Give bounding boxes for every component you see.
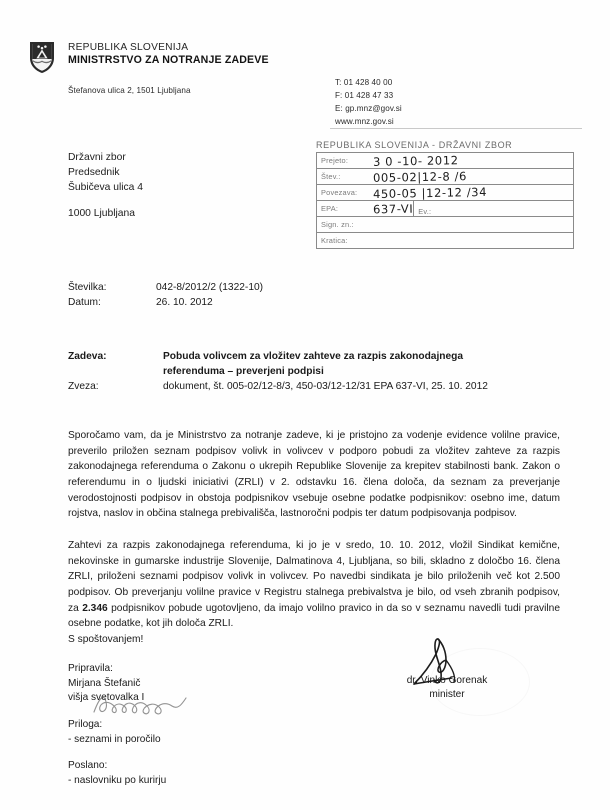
recipient-street: Šubičeva ulica 4 bbox=[68, 182, 143, 194]
stamp-label-signzn: Sign. zn.: bbox=[321, 220, 354, 229]
stamp-label-povezava: Povezava: bbox=[321, 188, 358, 197]
ministry-street-address: Štefanova ulica 2, 1501 Ljubljana bbox=[68, 86, 191, 95]
sent-item: - naslovniku po kurirju bbox=[68, 775, 167, 787]
stamp-row-signzn bbox=[317, 217, 573, 233]
preparer-handwritten-signature bbox=[92, 690, 188, 718]
ministry-contact-block bbox=[335, 76, 402, 128]
email-line: E: gp.mnz@gov.si bbox=[335, 104, 402, 114]
preparer-title: višja svetovalka I bbox=[68, 692, 145, 704]
preparer-label: Pripravila: bbox=[68, 663, 113, 674]
body-paragraph-2 bbox=[68, 538, 560, 632]
recipient-city: 1000 Ljubljana bbox=[68, 208, 135, 220]
stamp-row-kratica bbox=[317, 233, 573, 249]
stamp-row-povezava bbox=[317, 185, 573, 201]
subject-label-spacer bbox=[68, 365, 163, 380]
slovenia-coat-of-arms-icon bbox=[28, 40, 56, 74]
stamp-title: REPUBLIKA SLOVENIJA - DRŽAVNI ZBOR bbox=[316, 140, 513, 150]
verified-signature-count: 2.346 bbox=[82, 602, 108, 614]
stamp-label-kratica: Kratica: bbox=[321, 236, 348, 245]
footer-attachments-block bbox=[68, 718, 166, 789]
stamp-row-prejeto bbox=[317, 153, 573, 169]
stamp-cell-divider bbox=[413, 201, 502, 216]
stamp-row-epa bbox=[317, 201, 573, 217]
closing-salutation: S spoštovanjem! bbox=[68, 634, 144, 645]
subject-block bbox=[68, 350, 568, 395]
reference-date-label: Datum: bbox=[68, 297, 101, 309]
reference-date-value: 26. 10. 2012 bbox=[156, 297, 213, 309]
reference-date-row bbox=[68, 295, 263, 310]
preparer-name: Mirjana Štefanič bbox=[68, 677, 141, 689]
minister-title: minister bbox=[429, 689, 465, 701]
incoming-registration-stamp bbox=[316, 140, 574, 249]
website-line: www.mnz.gov.si bbox=[335, 117, 394, 127]
related-document-row bbox=[68, 380, 568, 395]
ministry-label: MINISTRSTVO ZA NOTRANJE ZADEVE bbox=[68, 54, 269, 67]
subject-label: Zadeva: bbox=[68, 351, 107, 362]
stamp-value-epa: 637-VI bbox=[372, 201, 414, 217]
minister-name: dr. Vinko Gorenak bbox=[406, 675, 488, 686]
sent-label: Poslano: bbox=[68, 760, 108, 772]
recipient-address-block bbox=[68, 150, 143, 221]
stamp-value-prejeto: 3 0 -10- 2012 bbox=[372, 153, 459, 169]
reference-number-row bbox=[68, 280, 263, 295]
stamp-table bbox=[316, 152, 574, 249]
related-document-value: dokument, št. 005-02/12-8/3, 450-03/12-12/31 EPA 637-VI, 25. 10. 2012 bbox=[163, 380, 488, 392]
subject-row bbox=[68, 350, 568, 365]
body-paragraph-2-part2: podpisnikov pobude ugotovljeno, da imajo volilno pravico in da so v seznamu navedli tudi pravilne osebne podatke, kot jih določa ZRLI. bbox=[68, 602, 560, 630]
attachment-label: Priloga: bbox=[68, 719, 103, 730]
body-paragraph-1: Sporočamo vam, da je Ministrstvo za notranje zadeve, ki je pristojno za vodenje evidence volilne pravice, preverilo priložen seznam podpisov volivk in volivcev v podporo pobudi za vložitev zahteve za razpis zakonodajnega referenduma o Zakonu o ukrepih Republike Slovenije za krepitev stabilnosti bank. Zakon o referendumu in o ljudski iniciativi (ZRLI) v 2. odstavku 16. člena določa, da seznam za preverjanje verodostojnosti podpisov in obstoja podpisnikov vsebuje osebne podatke podpisnikov: osebno ime, datum rojstva, naslov in občina stalnega prebivališča, lastnoročni podpis ter datum podpisovanja podpisov. bbox=[68, 430, 560, 520]
reference-number-value: 042-8/2012/2 (1322-10) bbox=[156, 282, 264, 293]
ministry-name-block bbox=[68, 40, 269, 68]
subject-text-line2: referenduma – preverjeni podpisi bbox=[163, 365, 324, 377]
stamp-label-ev: Ev.: bbox=[418, 207, 432, 216]
subject-row-continuation bbox=[68, 365, 568, 380]
fax-line: F: 01 428 47 33 bbox=[335, 91, 394, 101]
republic-label: REPUBLIKA SLOVENIJA bbox=[68, 42, 189, 53]
stamp-row-stev bbox=[317, 169, 573, 185]
stamp-label-epa: EPA: bbox=[321, 204, 339, 213]
ministry-identity bbox=[28, 40, 269, 74]
stamp-label-prejeto: Prejeto: bbox=[321, 156, 349, 165]
document-reference-block bbox=[68, 280, 263, 311]
recipient-organisation: Državni zbor bbox=[68, 152, 126, 163]
stamp-label-stev: Štev.: bbox=[321, 172, 341, 181]
minister-signature-block bbox=[382, 674, 512, 702]
header-divider bbox=[330, 128, 582, 129]
body-paragraph-2-part1: Zahtevi za razpis zakonodajnega referenduma, ki jo je v sredo, 10. 10. 2012, vložil Sindikat kemične, nekovinske in gumarske industrije Slovenije, Dalmatinova 4, Ljubljana, so bili, skladno z določbo 16. člena ZRLI, priloženi seznami podpisov volivk in volivcev. Po navedbi sindikata je bilo priloženih več kot 2.500 podpisov. Ob preverjanju volilne pravice v Registru stalnega prebivalstva je bilo, od vseh zbranih podpisov, za bbox=[68, 540, 560, 614]
attachment-item: - seznami in poročilo bbox=[68, 733, 161, 745]
recipient-spacer bbox=[68, 195, 143, 206]
related-document-label: Zveza: bbox=[68, 380, 99, 392]
reference-number-label: Številka: bbox=[68, 282, 107, 293]
footer-spacer bbox=[68, 747, 166, 759]
recipient-role: Predsednik bbox=[68, 167, 120, 179]
phone-line: T: 01 428 40 00 bbox=[335, 78, 393, 87]
subject-text-line1: Pobuda volivcem za vložitev zahteve za razpis zakonodajnega bbox=[163, 351, 464, 362]
stamp-value-stev: 005-02|12-8 /6 bbox=[372, 169, 468, 185]
stamp-value-povezava: 450-05 |12-12 /34 bbox=[372, 184, 488, 202]
